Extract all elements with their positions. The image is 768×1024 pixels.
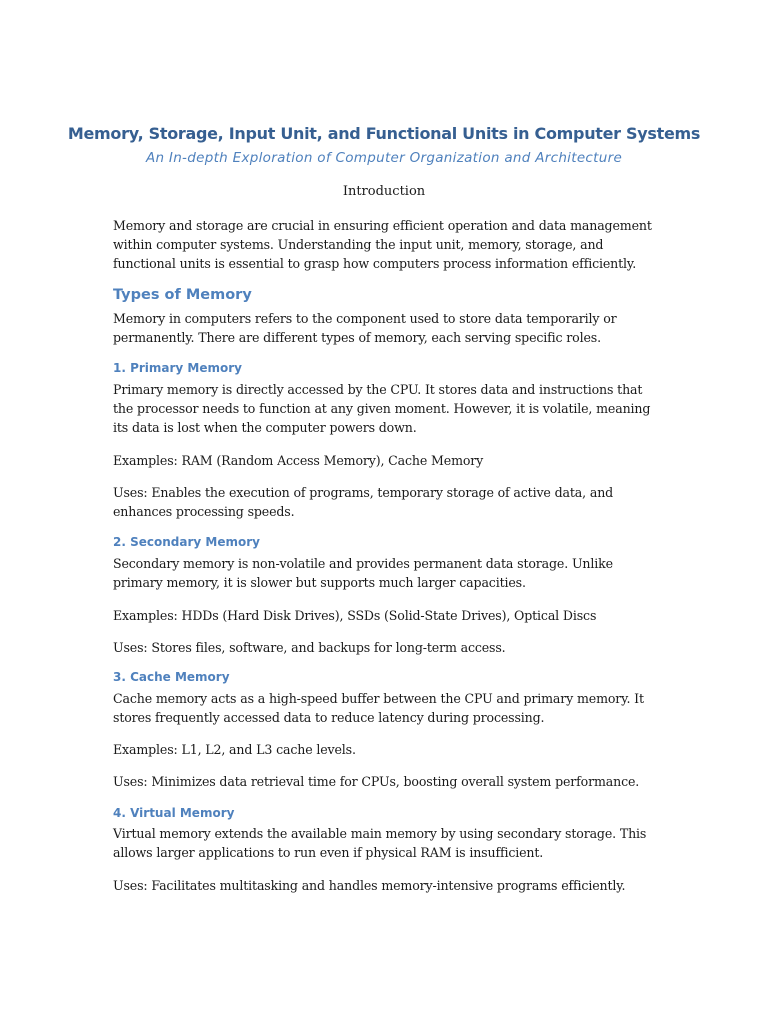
document-title: Memory, Storage, Input Unit, and Functional Units in Computer Systems [67, 124, 701, 143]
cache-memory-description: Cache memory acts as a high-speed buffer between the CPU and primary memory. It stores frequently accessed data to reduce latency during processing. [113, 691, 644, 726]
virtual-memory-description: Virtual memory extends the available main memory by using secondary storage. This allows larger applications to run even if physical RAM is insufficient. [113, 826, 647, 861]
primary-memory-uses: Uses: Enables the execution of programs, temporary storage of active data, and enhances processing speeds. [113, 485, 614, 520]
document-subtitle: An In-depth Exploration of Computer Organization and Architecture [145, 150, 623, 166]
secondary-memory-heading: 2. Secondary Memory [113, 535, 260, 549]
cache-memory-heading: 3. Cache Memory [113, 670, 230, 684]
cache-memory-uses: Uses: Minimizes data retrieval time for CPUs, boosting overall system performance. [113, 774, 640, 789]
secondary-memory-uses: Uses: Stores files, software, and backups for long-term access. [113, 640, 506, 655]
virtual-memory-uses: Uses: Facilitates multitasking and handles memory-intensive programs efficiently. [113, 878, 626, 893]
secondary-memory-description: Secondary memory is non-volatile and provides permanent data storage. Unlike primary memory, it is slower but supports much larger capacities. [113, 556, 613, 591]
cache-memory-examples: Examples: L1, L2, and L3 cache levels. [113, 742, 356, 757]
primary-memory-description: Primary memory is directly accessed by the CPU. It stores data and instructions that the processor needs to function at any given moment. However, it is volatile, meaning its data is lost when the computer powers down. [113, 382, 651, 436]
types-of-memory-heading: Types of Memory [113, 287, 252, 303]
types-of-memory-paragraph: Memory in computers refers to the component used to store data temporarily or permanently. There are different types of memory, each serving specific roles. [113, 311, 617, 346]
virtual-memory-heading: 4. Virtual Memory [113, 806, 235, 820]
introduction-heading: Introduction [342, 184, 426, 199]
secondary-memory-examples: Examples: HDDs (Hard Disk Drives), SSDs (Solid-State Drives), Optical Discs [113, 608, 597, 623]
primary-memory-heading: 1. Primary Memory [113, 361, 242, 375]
primary-memory-examples: Examples: RAM (Random Access Memory), Cache Memory [113, 453, 484, 468]
introduction-paragraph: Memory and storage are crucial in ensuring efficient operation and data management within computer systems. Understanding the input unit, memory, storage, and functional units is essential to grasp how computers process information efficiently. [113, 218, 652, 272]
